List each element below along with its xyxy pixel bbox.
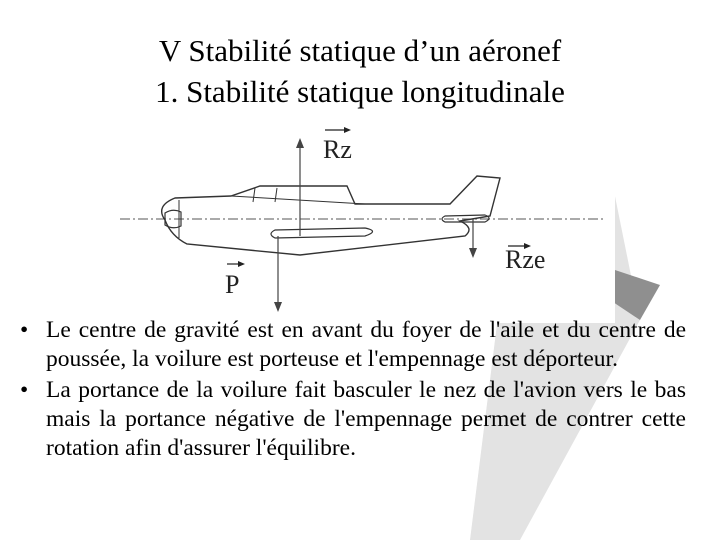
bullet-marker: • (20, 377, 29, 403)
bullet-marker: • (20, 317, 29, 343)
bullet-text: La portance de la voilure fait basculer le nez de l'avion vers le bas mais la portance négative de l'empennage permet de contrer cette rotation afin d'assurer l'équilibre. (46, 377, 686, 461)
diagram-background (115, 118, 615, 323)
title-line-1: V Stabilité statique d’un aéronef (158, 33, 562, 68)
slide-title (0, 30, 720, 112)
airplane-diagram (115, 118, 615, 323)
bullet-item-1 (18, 316, 686, 374)
svg-text:Rze: Rze (505, 245, 546, 274)
bullet-item-2 (18, 376, 686, 463)
title-line-2: 1. Stabilité statique longitudinale (155, 74, 565, 109)
bullet-text: Le centre de gravité est en avant du foyer de l'aile et du centre de poussée, la voilure est porteuse et l'empennage est déporteur. (46, 317, 686, 372)
svg-text:P: P (225, 270, 240, 299)
bullet-list (18, 316, 686, 465)
svg-text:Rz: Rz (323, 135, 352, 164)
rze-label (505, 243, 545, 274)
